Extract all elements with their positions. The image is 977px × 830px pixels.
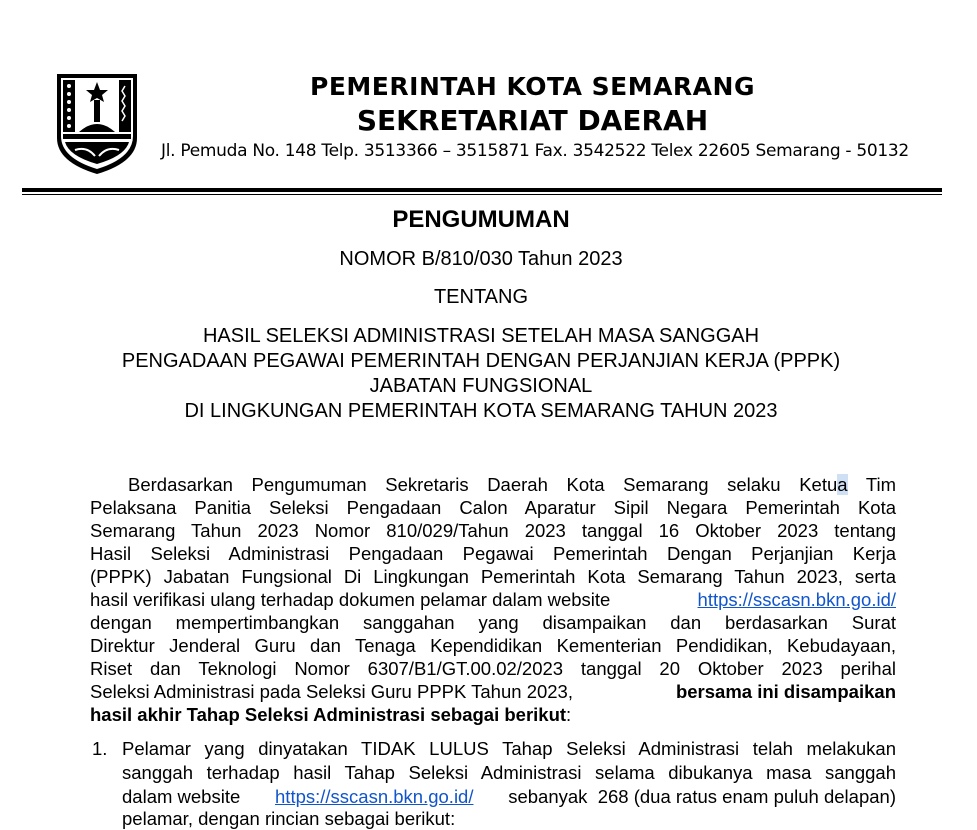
sscasn-link[interactable]: https://sscasn.bkn.go.id/	[697, 589, 896, 610]
subject-line: JABATAN FUNGSIONAL	[369, 375, 593, 397]
document-number: NOMOR B/810/030 Tahun 2023	[339, 248, 623, 270]
document-title: PENGUMUMAN	[392, 206, 570, 233]
text-line: Semarang Tahun 2023 Nomor 810/029/Tahun 2023 tanggal 16 Oktober 2023 tentang	[90, 520, 896, 541]
text-line: (PPPK) Jabatan Fungsional Di Lingkungan Pemerintah Kota Semarang Tahun 2023, serta	[90, 566, 896, 587]
text: Tim	[847, 474, 896, 495]
text: dalam website	[122, 786, 241, 807]
subject-line: PENGADAAN PEGAWAI PEMERINTAH DENGAN PERJANJIAN KERJA (PPPK)	[121, 350, 841, 372]
letterhead-address: Jl. Pemuda No. 148 Telp. 3513366 – 3515871 Fax. 3542522 Telex 22605 Semarang - 50132	[161, 141, 909, 161]
text-line: sanggah terhadap hasil Tahap Seleksi Administrasi selama dibukanya masa sanggah	[122, 762, 896, 783]
text: :	[566, 704, 572, 725]
text: Seleksi Administrasi pada Seleksi Guru PPPK Tahun 2023,	[90, 681, 573, 702]
text-line: Pelaksana Panitia Seleksi Pengadaan Calon Aparatur Sipil Negara Pemerintah Kota	[90, 497, 896, 518]
text: hasil verifikasi ulang terhadap dokumen pelamar dalam website	[90, 589, 611, 610]
letterhead-secretariat: SEKRETARIAT DAERAH	[356, 104, 709, 137]
list-number: 1.	[92, 738, 108, 759]
text-line: pelamar, dengan rincian sebagai berikut:	[122, 808, 456, 829]
text-line: Riset dan Teknologi Nomor 6307/B1/GT.00.02/2023 tanggal 20 Oktober 2023 perihal	[90, 658, 896, 679]
text-line: Pelamar yang dinyatakan TIDAK LULUS Tahap Seleksi Administrasi telah melakukan	[122, 738, 896, 759]
bold-text: bersama ini disampaikan	[675, 681, 896, 702]
letterhead-government: PEMERINTAH KOTA SEMARANG	[310, 72, 755, 101]
header-divider-thin	[22, 194, 942, 195]
text: sebanyak 268 (dua ratus enam puluh delapan)	[508, 786, 896, 807]
text-line: Direktur Jenderal Guru dan Tenaga Kependidikan Kementerian Pendidikan, Kebudayaan,	[90, 635, 896, 656]
bold-text: hasil akhir Tahap Seleksi Administrasi sebagai berikut	[90, 704, 567, 725]
sscasn-link[interactable]: https://sscasn.bkn.go.id/	[275, 786, 474, 807]
highlighted-text: a	[837, 474, 848, 495]
header-divider-thick	[22, 188, 942, 192]
text: Berdasarkan Pengumuman Sekretaris Daerah Kota Semarang selaku Ketu	[128, 474, 838, 495]
text-line: Hasil Seleksi Administrasi Pengadaan Pegawai Pemerintah Dengan Perjanjian Kerja	[90, 543, 896, 564]
text-line: dengan mempertimbangkan sanggahan yang disampaikan dan berdasarkan Surat	[90, 612, 896, 633]
city-emblem-logo	[55, 72, 139, 176]
about-label: TENTANG	[433, 286, 529, 308]
subject-line: DI LINGKUNGAN PEMERINTAH KOTA SEMARANG TAHUN 2023	[184, 400, 778, 422]
subject-line: HASIL SELEKSI ADMINISTRASI SETELAH MASA SANGGAH	[202, 325, 760, 347]
